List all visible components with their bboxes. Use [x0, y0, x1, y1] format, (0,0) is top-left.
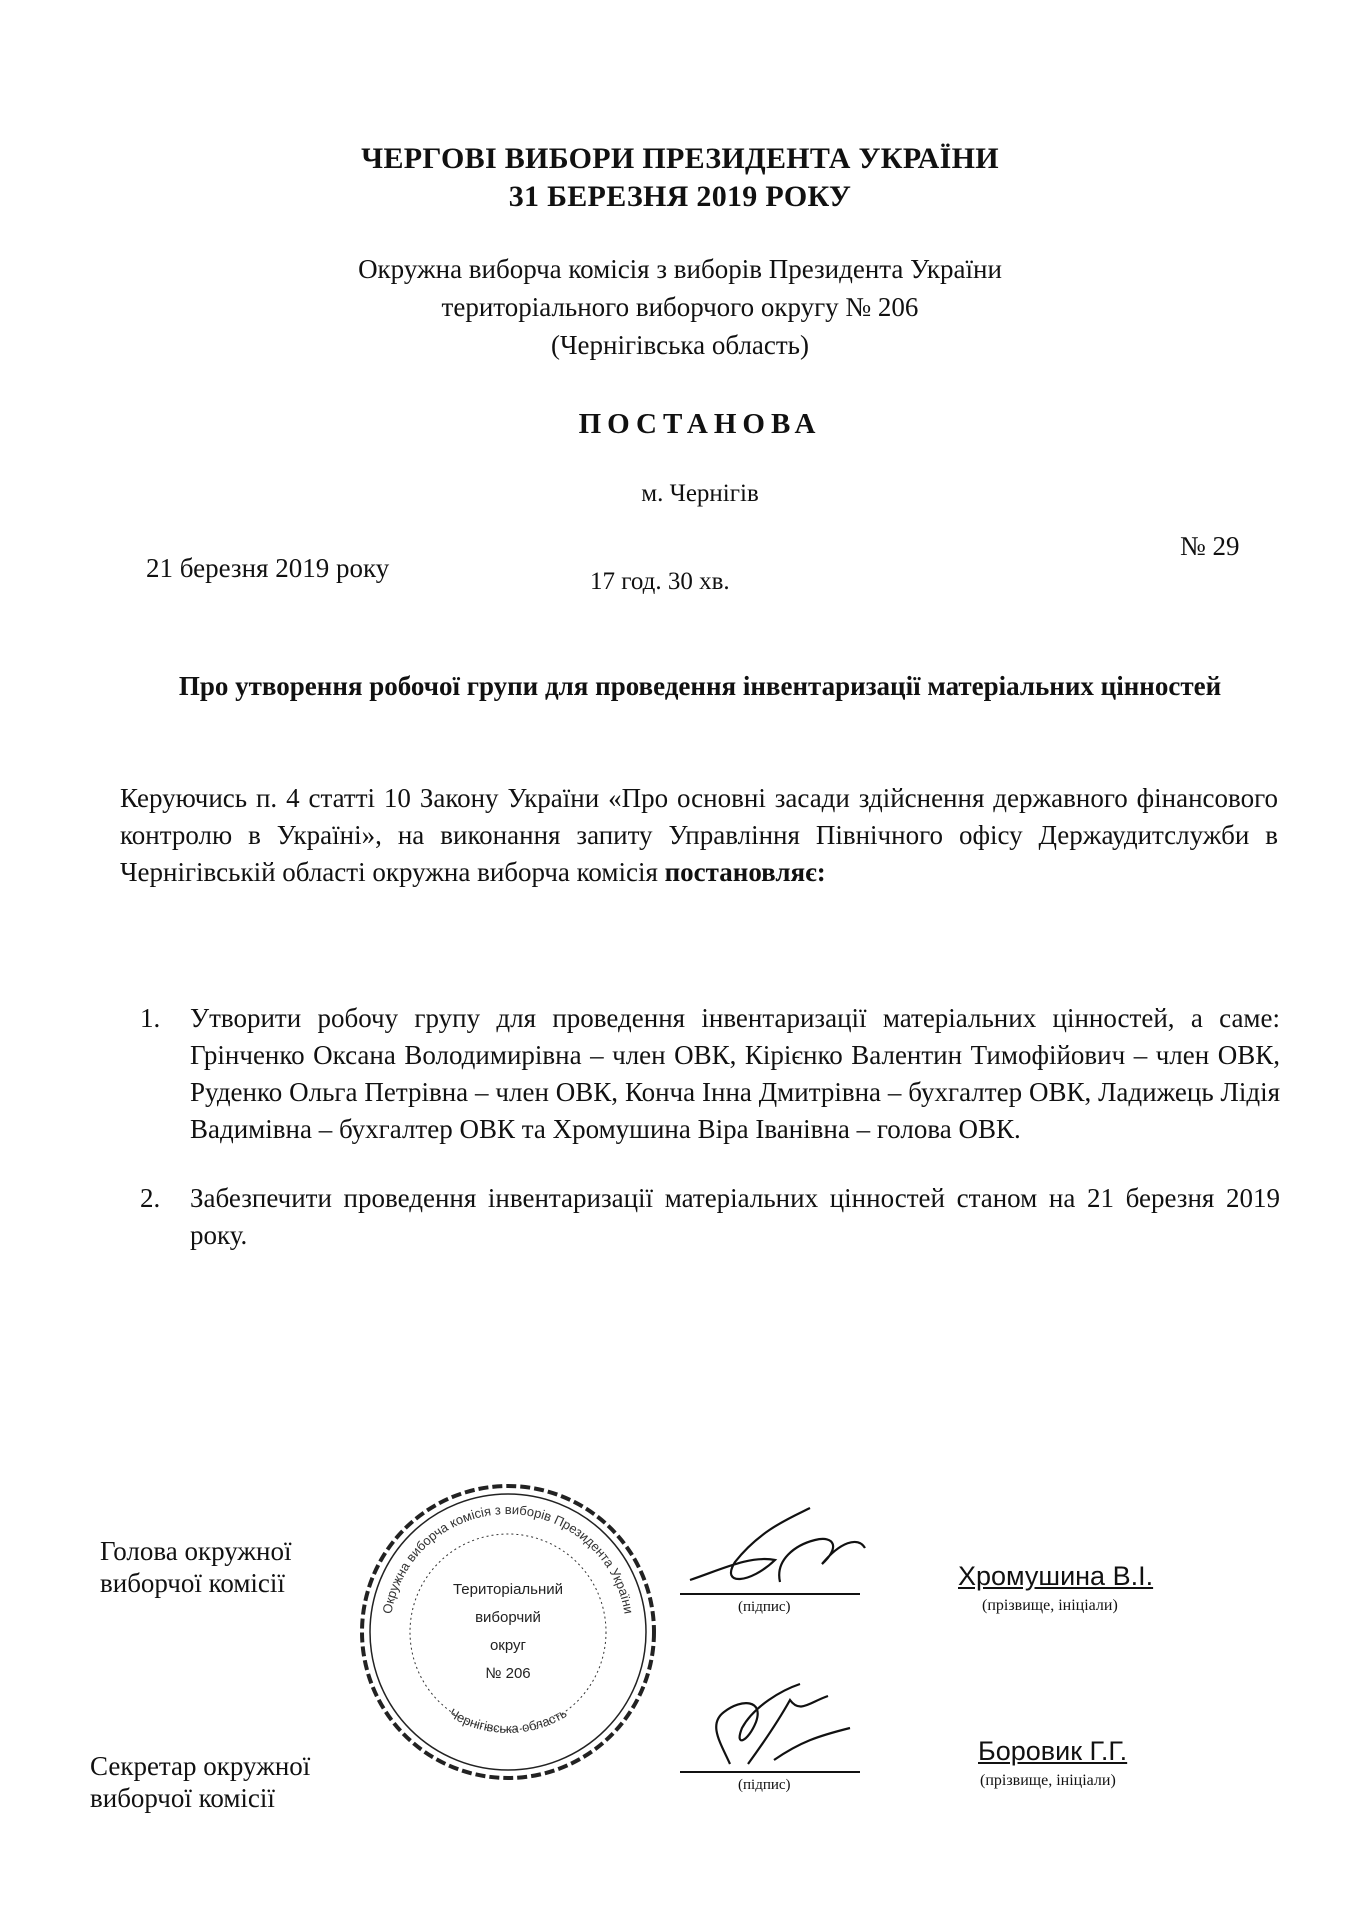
election-title-line1: ЧЕРГОВІ ВИБОРИ ПРЕЗИДЕНТА УКРАЇНИ	[361, 142, 999, 175]
preamble-text: Керуючись п. 4 статті 10 Закону України «Про основні засади здійснення державного фінансового контролю в Україні», на виконання запиту Управління Північного офісу Держаудитслужби в Чернігівській області окружна виборча комісія	[120, 783, 1278, 887]
chair-name-caption: (прізвище, ініціали)	[982, 1597, 1118, 1614]
item-text: Утворити робочу групу для проведення інвентаризації матеріальних цінностей, а саме: Грінченко Оксана Володимирівна – член ОВК, Кірієнко Валентин Тимофійович – член ОВК, Руденко Ольга Петрівна – член ОВК, Конча Інна Дмитрівна – бухгалтер ОВК, Ладижець Лідія Вадимівна – бухгалтер ОВК та Хромушина Віра Іванівна – голова ОВК.	[190, 1003, 1280, 1144]
document-subject: Про утворення робочої групи для проведення інвентаризації матеріальних цінностей	[178, 671, 1222, 701]
resolution-item	[140, 1000, 1280, 1148]
item-text: Забезпечити проведення інвентаризації матеріальних цінностей станом на 21 березня 2019 року.	[190, 1183, 1280, 1250]
secretary-name: Боровик Г.Г.	[978, 1736, 1128, 1766]
secretary-signature-line	[680, 1771, 860, 1773]
stamp-outer-text: Окружна виборча комісія з виборів Президента України	[379, 1502, 637, 1615]
secretary-name-caption: (прізвище, ініціали)	[980, 1772, 1116, 1789]
item-number: 2.	[140, 1183, 161, 1213]
stamp-bottom-text: Чернігівська область	[446, 1705, 570, 1736]
secretary-role-line1: Секретар окружної	[90, 1751, 311, 1781]
stamp-inner-line2: виборчий	[475, 1609, 541, 1626]
commission-line3: (Чернігівська область)	[551, 330, 809, 360]
chair-role	[100, 1535, 292, 1599]
commission-line1: Окружна виборча комісія з виборів Президента України	[358, 254, 1002, 284]
chair-signature-line	[680, 1593, 860, 1595]
stamp-inner-line4: № 206	[485, 1665, 531, 1682]
stamp-inner-line1: Територіальний	[452, 1581, 564, 1598]
chair-role-line1: Голова окружної	[100, 1536, 292, 1566]
chair-signature-caption: (підпис)	[738, 1599, 791, 1615]
stamp-inner-ring	[410, 1534, 606, 1730]
commission-name	[280, 250, 1080, 364]
preamble	[120, 780, 1278, 891]
document-number: № 29	[1180, 531, 1240, 561]
document-date: 21 березня 2019 року	[146, 553, 390, 583]
document-time: 17 год. 30 хв.	[590, 568, 730, 595]
preamble-decision: постановляє:	[664, 857, 826, 887]
secretary-role-line2: виборчої комісії	[90, 1783, 275, 1813]
election-title	[300, 140, 1060, 216]
election-title-line2: 31 БЕРЕЗНЯ 2019 РОКУ	[508, 180, 852, 213]
document-type: ПОСТАНОВА	[578, 408, 822, 440]
commission-line2: територіального виборчого округу № 206	[441, 292, 919, 322]
stamp-inner-line3: округ	[489, 1637, 527, 1654]
chair-handwritten-signature	[680, 1500, 870, 1588]
resolution-item	[140, 1180, 1280, 1254]
item-number: 1.	[140, 1003, 161, 1033]
document-city: м. Чернігів	[641, 480, 759, 507]
secretary-role	[90, 1750, 310, 1814]
official-stamp	[358, 1482, 658, 1782]
chair-name: Хромушина В.І.	[958, 1561, 1154, 1591]
secretary-handwritten-signature	[690, 1680, 860, 1766]
secretary-signature-caption: (підпис)	[738, 1777, 791, 1793]
resolution-items	[140, 1000, 1280, 1286]
chair-role-line2: виборчої комісії	[100, 1568, 285, 1598]
